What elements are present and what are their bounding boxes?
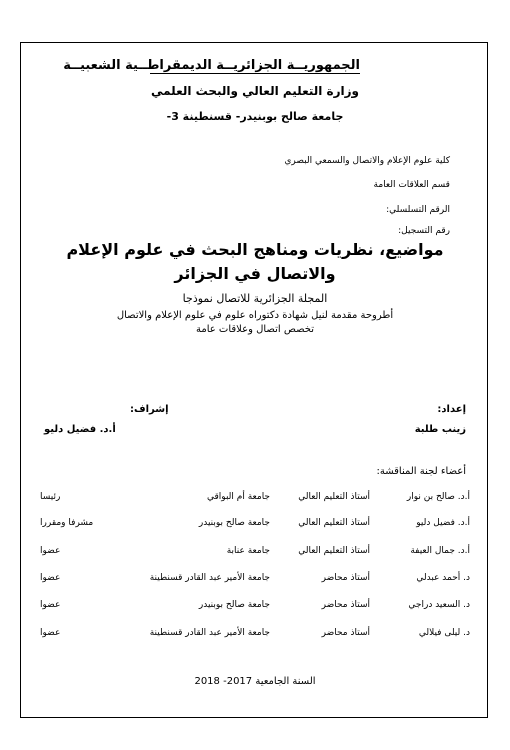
jury-member-name: أ.د. صالح بن نوار [406,492,470,502]
prepared-by-name: زينب طلبة [414,424,466,435]
registration-label: رقم التسجيل: [398,226,450,236]
jury-member-name: أ.د. فضيل دليو [416,518,470,528]
jury-member-university: جامعة صالح بوبنيدر [198,518,270,528]
page-frame [20,42,488,718]
thesis-subtitle: المجلة الجزائرية للاتصال نموذجا [182,292,328,305]
jury-title: أعضاء لجنة المناقشة: [376,466,466,477]
jury-member-rank: أستاذ محاضر [321,628,370,638]
jury-member-university: جامعة الأمير عبد القادر قسنطينة [149,628,270,638]
college-label: كلية علوم الإعلام والاتصال والسمعي البصري [284,156,450,166]
jury-member-university: جامعة صالح بوبنيدر [198,600,270,610]
jury-row [30,518,470,534]
jury-member-role: عضوا [40,546,61,556]
jury-member-rank: أستاذ التعليم العالي [298,546,370,556]
jury-row [30,492,470,508]
jury-row [30,573,470,589]
jury-member-name: د. أحمد عبدلي [416,573,470,583]
thesis-degree: أطروحة مقدمة لنيل شهادة دكتوراه علوم في علوم الإعلام والاتصال [116,310,394,321]
thesis-specialty: تخصص اتصال وعلاقات عامة [196,324,314,335]
jury-row [30,546,470,562]
jury-member-rank: أستاذ محاضر [321,600,370,610]
jury-member-name: أ.د. جمال العيفة [410,546,470,556]
supervisor-name: أ.د. فضيل دليو [44,424,116,435]
prepared-by-label: إعداد: [437,404,466,415]
jury-row [30,600,470,616]
jury-member-role: عضوا [40,600,61,610]
jury-member-role: عضوا [40,573,61,583]
jury-member-name: د. ليلى فيلالي [418,628,470,638]
jury-member-rank: أستاذ التعليم العالي [298,518,370,528]
department-label: قسم العلاقات العامة [373,180,450,190]
serial-label: الرقم التسلسلي: [386,205,450,215]
university-header: جامعة صالح بوبنيدر- قسنطينة 3- [166,110,344,123]
jury-member-rank: أستاذ التعليم العالي [298,492,370,502]
jury-member-university: جامعة الأمير عبد القادر قسنطينة [149,573,270,583]
jury-member-role: مشرفا ومقررا [40,518,94,528]
republic-header: الجمهوريــة الجزائريــة الديمقراطــية الشعبيــة [63,58,360,73]
thesis-title: مواضيع، نظريات ومناهج البحث في علوم الإعلام والاتصال في الجزائر [66,240,444,283]
ministry-header: وزارة التعليم العالي والبحث العلمي [150,84,360,98]
jury-member-name: د. السعيد دراجي [408,600,470,610]
jury-member-role: عضوا [40,628,61,638]
academic-year: السنة الجامعية 2017- 2018 [194,676,316,687]
jury-row [30,628,470,644]
supervisor-label: إشراف: [130,404,169,415]
jury-member-rank: أستاذ محاضر [321,573,370,583]
jury-member-role: رئيسا [40,492,61,502]
jury-member-university: جامعة أم البواقي [207,492,270,502]
jury-member-university: جامعة عنابة [226,546,270,556]
